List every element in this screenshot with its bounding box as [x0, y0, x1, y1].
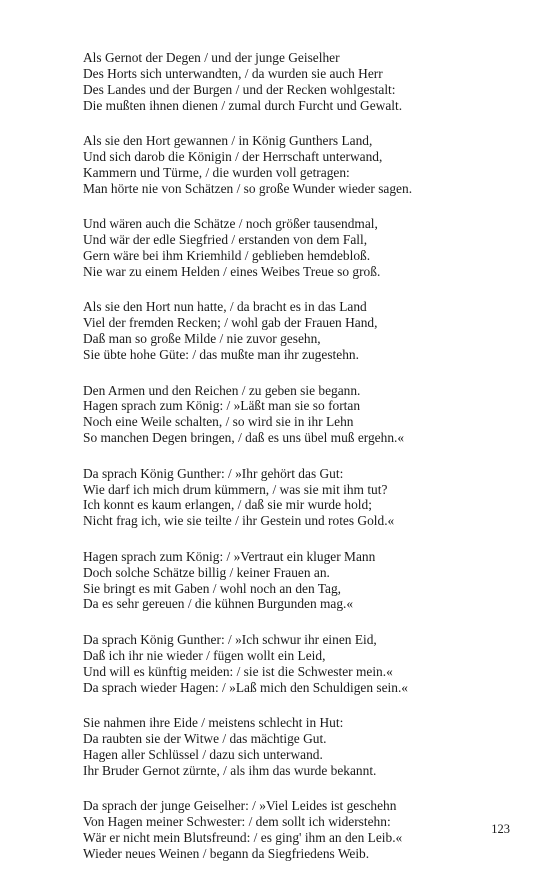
stanza: [83, 50, 513, 114]
verse-line: Wieder neues Weinen / begann da Siegfriedens Weib.: [83, 845, 370, 861]
verse-line: Als sie den Hort nun hatte, / da bracht es in das Land: [83, 299, 367, 315]
verse-line: Von Hagen meiner Schwester: / dem sollt ich widerstehn:: [83, 814, 391, 830]
verse-line: Des Horts sich unterwandten, / da wurden sie auch Herr: [83, 65, 383, 81]
stanza: [83, 133, 513, 197]
verse-line: Hagen sprach zum König: / »Läßt man sie so fortan: [83, 398, 361, 414]
verse-line: Man hörte nie von Schätzen / so große Wunder wieder sagen.: [83, 180, 413, 196]
verse-line: Viel der fremden Recken; / wohl gab der Frauen Hand,: [83, 315, 378, 331]
stanza: [83, 216, 513, 280]
verse-line: Da raubten sie der Witwe / das mächtige Gut.: [83, 730, 327, 746]
verse-line: Und will es künftig meiden: / sie ist die Schwester mein.«: [83, 663, 393, 679]
stanza: [83, 715, 513, 779]
verse-line: Und wär der edle Siegfried / erstanden von dem Fall,: [83, 232, 368, 248]
stanza: [83, 383, 513, 447]
stanza: [83, 549, 513, 613]
verse-line: Sie nahmen ihre Eide / meistens schlecht in Hut:: [83, 715, 344, 730]
verse-line: Des Landes und der Burgen / und der Recken wohlgestalt:: [83, 81, 396, 97]
verse-line: Ich konnt es kaum erlangen, / daß sie mir wurde hold;: [83, 497, 372, 513]
verse-line: Kammern und Türme, / die wurden voll getragen:: [83, 164, 350, 180]
stanza: [83, 466, 513, 530]
verse-line: Hagen sprach zum König: / »Vertraut ein kluger Mann: [83, 548, 376, 564]
verse-line: Daß ich ihr nie wieder / fügen wollt ein Leid,: [83, 647, 326, 663]
verse-line: Da es sehr gereuen / die kühnen Burgunden mag.«: [83, 596, 354, 612]
verse-line: Da sprach König Gunther: / »Ihr gehört das Gut:: [83, 465, 344, 481]
poem-text: [83, 50, 513, 881]
verse-line: Doch solche Schätze billig / keiner Frauen an.: [83, 564, 330, 580]
verse-line: Da sprach wieder Hagen: / »Laß mich den Schuldigen sein.«: [83, 679, 408, 695]
verse-line: Sie übte hohe Güte: / das mußte man ihr zugestehn.: [83, 347, 359, 363]
verse-line: Da sprach der junge Geiselher: / »Viel Leides ist geschehn: [83, 798, 397, 814]
verse-line: Und sich darob die Königin / der Herrschaft unterwand,: [83, 149, 383, 165]
verse-line: Ihr Bruder Gernot zürnte, / als ihm das wurde bekannt.: [83, 762, 377, 778]
page-number: 123: [491, 822, 510, 836]
verse-line: Und wären auch die Schätze / noch größer tausendmal,: [83, 216, 378, 232]
verse-line: Da sprach König Gunther: / »Ich schwur ihr einen Eid,: [83, 631, 377, 647]
verse-line: Die mußten ihnen dienen / zumal durch Furcht und Gewalt.: [83, 97, 403, 113]
verse-line: Hagen aller Schlüssel / dazu sich unterwand.: [83, 746, 323, 762]
verse-line: Als sie den Hort gewannen / in König Gunthers Land,: [83, 133, 373, 149]
verse-line: Den Armen und den Reichen / zu geben sie begann.: [83, 382, 361, 398]
verse-line: Gern wäre bei ihm Kriemhild / geblieben hemdebloß.: [83, 248, 371, 264]
stanza: [83, 798, 513, 862]
verse-line: Nie war zu einem Helden / eines Weibes Treue so groß.: [83, 263, 381, 279]
verse-line: Daß man so große Milde / nie zuvor gesehn,: [83, 331, 321, 347]
verse-line: Als Gernot der Degen / und der junge Geiselher: [83, 50, 340, 65]
verse-line: So manchen Degen bringen, / daß es uns übel muß ergehn.«: [83, 430, 405, 446]
stanza: [83, 632, 513, 696]
verse-line: Sie bringt es mit Gaben / wohl noch an den Tag,: [83, 580, 342, 596]
verse-line: Noch eine Weile schalten, / so wird sie in ihr Lehn: [83, 414, 354, 430]
stanza: [83, 299, 513, 363]
verse-line: Wie darf ich mich drum kümmern, / was sie mit ihm tut?: [83, 481, 388, 497]
verse-line: Nicht frag ich, wie sie teilte / ihr Gestein und rotes Gold.«: [83, 513, 395, 529]
verse-line: Wär er nicht mein Blutsfreund: / es ging' ihm an den Leib.«: [83, 829, 403, 845]
